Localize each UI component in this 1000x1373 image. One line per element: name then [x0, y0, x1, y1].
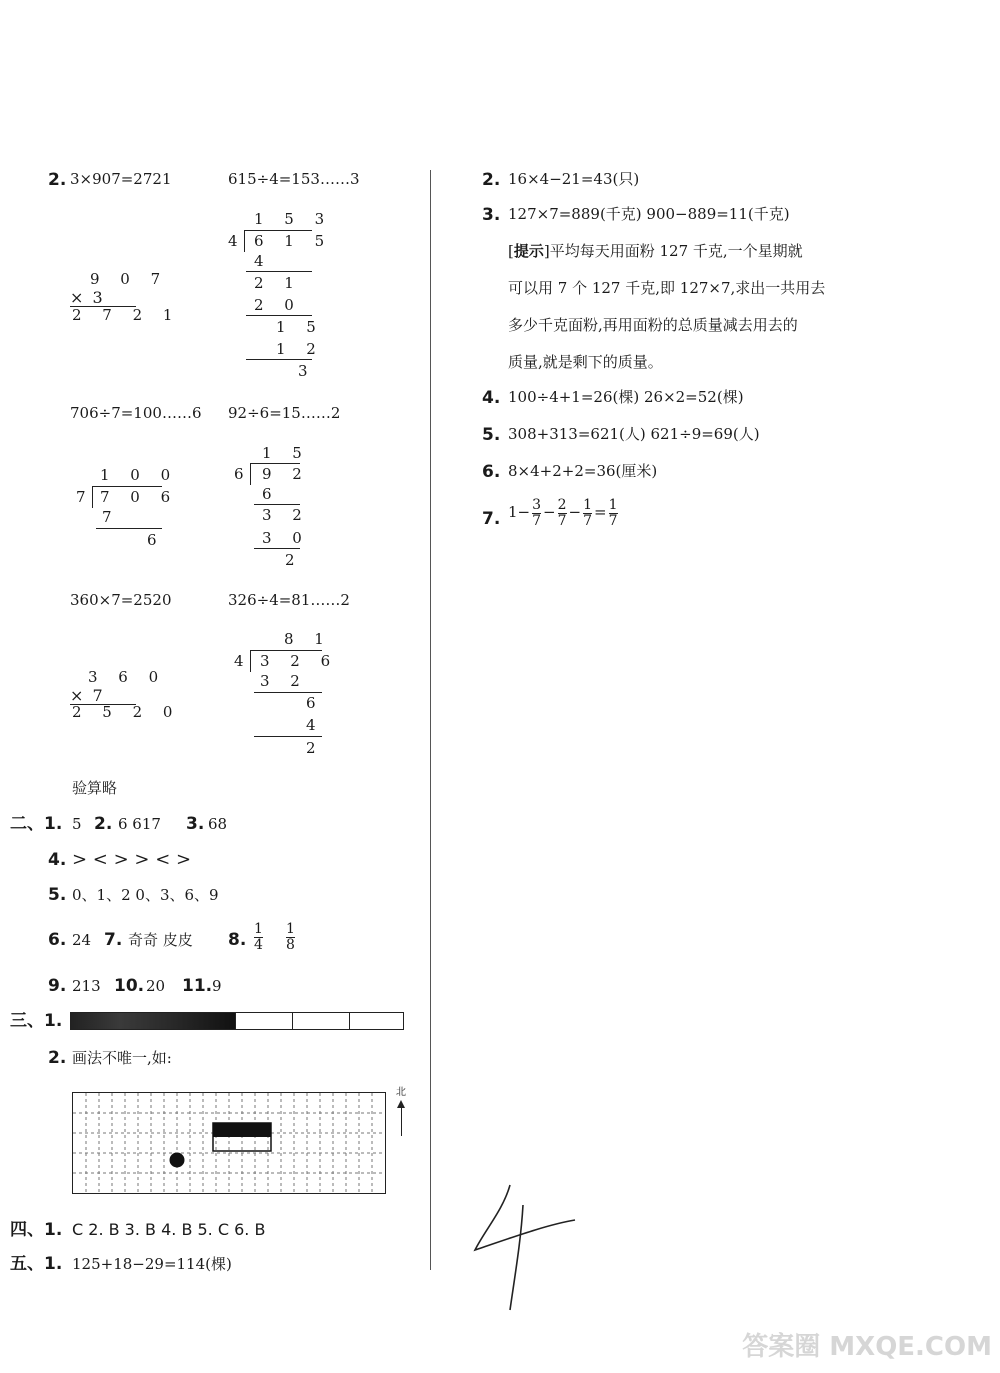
- item-label: 6.: [48, 930, 67, 950]
- answer: 308+313=621(人) 621÷9=69(人): [508, 425, 760, 443]
- hint-tag: 提示: [513, 242, 544, 260]
- answer: 0、1、2 0、3、6、9: [72, 886, 219, 904]
- remainder: 3: [298, 362, 316, 380]
- divisor: 7: [76, 488, 94, 506]
- step: 4: [254, 252, 272, 270]
- step: 1 2: [276, 340, 324, 358]
- section-label: 三、1.: [10, 1011, 63, 1031]
- multiplier: × 7: [70, 686, 105, 705]
- product: 2 5 2 0: [72, 703, 181, 721]
- item-label: 4.: [48, 850, 67, 870]
- hint-line-4: 质量,就是剩下的质量。: [508, 353, 663, 371]
- item-label: 10.: [114, 976, 145, 996]
- dividend: 7 0 6: [100, 488, 179, 506]
- section-label: 四、1.: [10, 1220, 63, 1240]
- item-label: 9.: [48, 976, 67, 996]
- step: 3 2: [260, 672, 308, 690]
- dividend: 6 1 5: [254, 232, 333, 250]
- step: 4: [306, 716, 324, 734]
- remainder: 2: [285, 551, 303, 569]
- answer: 100÷4+1=26(棵) 26×2=52(棵): [508, 388, 744, 406]
- step: 6: [306, 694, 324, 712]
- fraction-equation: 1− $\frac{3}{7}$ − $\frac{2}{7}$ − $\frac{1}{7}$ = $\frac{1}{7}$: [508, 497, 618, 529]
- answer: 8×4+2+2=36(厘米): [508, 462, 658, 480]
- rectangle-shape: [213, 1123, 271, 1137]
- eq4: 92÷6=15……2: [228, 404, 341, 422]
- step: 2 0: [254, 296, 302, 314]
- item-label: 5.: [482, 425, 501, 445]
- fraction: $\frac{1}{4}$: [254, 921, 263, 953]
- item-label: 2.: [482, 170, 501, 190]
- divisor: 6: [234, 465, 252, 483]
- q2-label: 2.: [48, 170, 67, 190]
- hint-line-2: 可以用 7 个 127 千克,即 127×7,求出一共用去: [508, 279, 826, 297]
- step: 6: [262, 485, 280, 503]
- answer: 213: [72, 977, 101, 995]
- answer: 6 617: [118, 815, 161, 833]
- check-omitted: 验算略: [72, 779, 118, 797]
- item-label: 3.: [482, 205, 501, 225]
- answer: 68: [208, 815, 228, 833]
- product: 2 7 2 1: [72, 306, 181, 324]
- answer: 9: [212, 977, 222, 995]
- item-label: 11.: [182, 976, 213, 996]
- quotient: 1 0 0: [100, 466, 179, 484]
- answer: 20: [146, 977, 166, 995]
- eq3: 706÷7=100……6: [70, 404, 202, 422]
- multiplier: × 3: [70, 288, 105, 307]
- multiplicand: 3 6 0: [88, 668, 167, 686]
- item-label: 3.: [186, 814, 205, 834]
- hint-line-1: [提示]平均每天用面粉 127 千克,一个星期就: [508, 242, 803, 260]
- item-label: 4.: [482, 388, 501, 408]
- answer: 奇奇 皮皮: [128, 931, 193, 949]
- item-label: 6.: [482, 462, 501, 482]
- step: 3 2: [262, 506, 310, 524]
- handwritten-4: [465, 1180, 585, 1315]
- answer: 24: [72, 931, 92, 949]
- eq6: 326÷4=81……2: [228, 591, 350, 609]
- item-label: 7.: [482, 509, 501, 529]
- answer: > < > > < >: [72, 849, 192, 870]
- divisor: 4: [228, 232, 246, 250]
- fraction: $\frac{1}{8}$: [286, 921, 295, 953]
- answer: 127×7=889(千克) 900−889=11(千克): [508, 205, 790, 223]
- item-label: 5.: [48, 885, 67, 905]
- step: 1 5: [276, 318, 324, 336]
- section-label: 二、1.: [10, 814, 63, 834]
- q2-eq2: 615÷4=153……3: [228, 170, 360, 188]
- watermark: 答案圈 MXQE.COM: [742, 1332, 992, 1362]
- fraction-answers: [252, 922, 297, 952]
- shaded-bar: [70, 1012, 404, 1030]
- grid-drawing: [72, 1092, 386, 1194]
- answer: 5: [72, 815, 82, 833]
- item-label: 8.: [228, 930, 247, 950]
- divisor: 4: [234, 652, 252, 670]
- quotient: 1 5 3: [254, 210, 333, 228]
- item-label: 2.: [94, 814, 113, 834]
- step: 2 1: [254, 274, 302, 292]
- quotient: 1 5: [262, 444, 310, 462]
- answers: C 2. B 3. B 4. B 5. C 6. B: [72, 1220, 266, 1239]
- step: 7: [102, 508, 120, 526]
- quotient: 8 1: [284, 630, 332, 648]
- hint-line-3: 多少千克面粉,再用面粉的总质量减去用去的: [508, 316, 798, 334]
- step: 3 0: [262, 529, 310, 547]
- answer: 125+18−29=114(棵): [72, 1255, 232, 1273]
- eq5: 360×7=2520: [70, 591, 172, 609]
- answer: 画法不唯一,如:: [72, 1049, 172, 1067]
- section-label: 五、1.: [10, 1254, 63, 1274]
- column-divider: [430, 170, 431, 1270]
- item-label: 7.: [104, 930, 123, 950]
- dividend: 3 2 6: [260, 652, 339, 670]
- dividend: 9 2: [262, 465, 310, 483]
- item-label: 2.: [48, 1048, 67, 1068]
- q2-eq1: 3×907=2721: [70, 170, 172, 188]
- grid-svg: [73, 1093, 385, 1193]
- multiplicand: 9 0 7: [90, 270, 169, 288]
- north-label: 北: [396, 1087, 406, 1098]
- answer: 16×4−21=43(只): [508, 170, 640, 188]
- remainder: 6: [147, 531, 165, 549]
- remainder: 2: [306, 739, 324, 757]
- dot-shape: [170, 1153, 185, 1168]
